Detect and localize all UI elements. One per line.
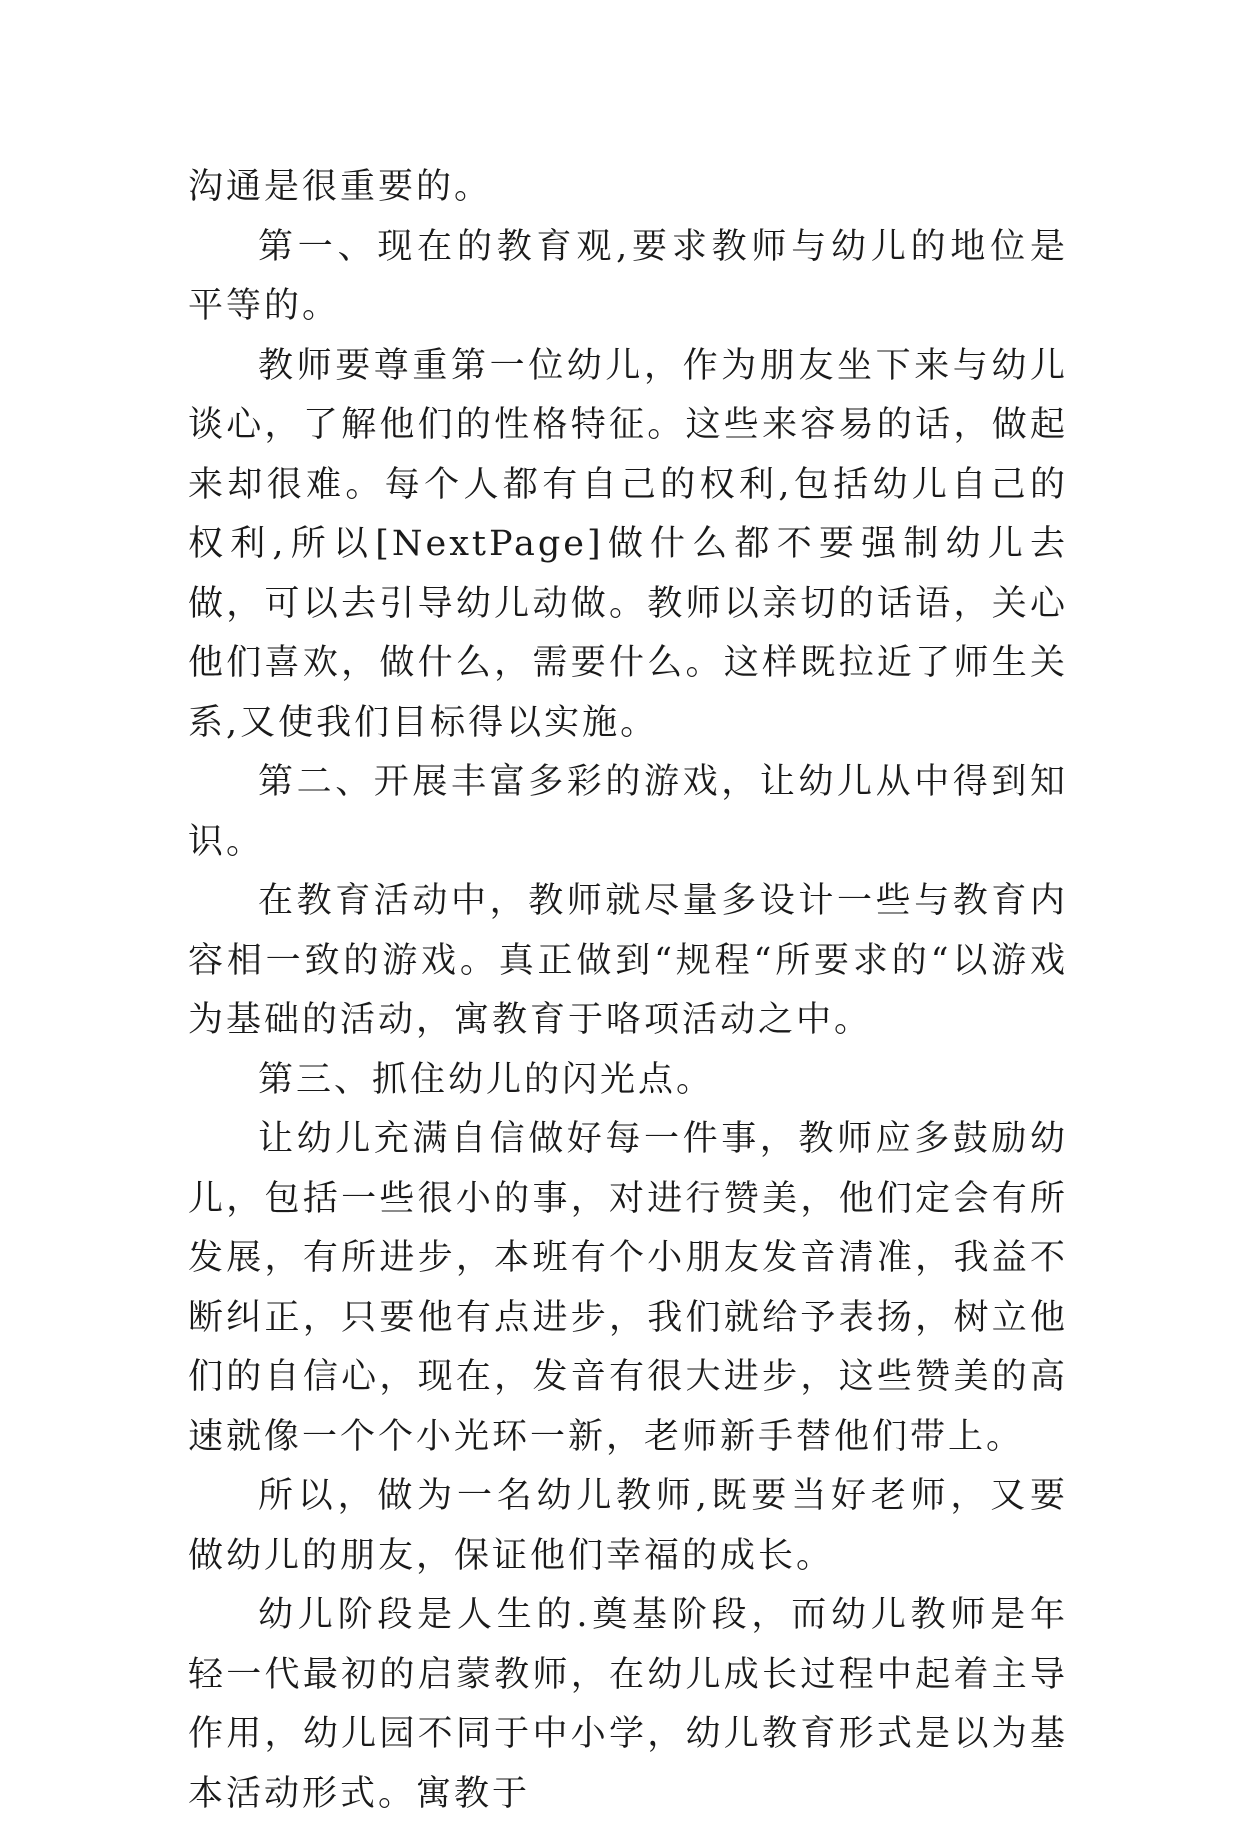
- paragraph-new-section: 幼儿阶段是人生的.奠基阶段，而幼儿教师是年轻一代最初的启蒙教师，在幼儿成长过程中起着主导作用，幼儿园不同于中小学，幼儿教育形式是以为基本活动形式。寓教于: [188, 1595, 1068, 1814]
- paragraph-continuation: 沟通是很重要的。: [188, 167, 493, 207]
- paragraph-conclusion: 所以，做为一名幼儿教师,既要当好老师，又要做幼儿的朋友，保证他们幸福的成长。: [188, 1476, 1068, 1576]
- paragraph-point-three-heading: 第三、抓住幼儿的闪光点。: [258, 1059, 715, 1100]
- paragraph-point-three-body: 让幼儿充满自信做好每一件事，教师应多鼓励幼儿，包括一些很小的事，对进行赞美，他们定会有所发展，有所进步，本班有个小朋友发音清准，我益不断纠正，只要他有点进步，我们就给予表扬，树立他们的自信心，现在，发音有很大进步，这些赞美的高速就像一个个小光环一新，老师新手替他们带上。: [188, 1119, 1068, 1457]
- paragraph-point-two-body: 在教育活动中，教师就尽量多设计一些与教育内容相一致的游戏。真正做到“规程“所要求的“以游戏为基础的活动，寓教育于咯项活动之中。: [188, 881, 1068, 1040]
- paragraph-point-one-body: 教师要尊重第一位幼儿，作为朋友坐下来与幼儿谈心，了解他们的性格特征。这些来容易的话，做起来却很难。每个人都有自己的权利,包括幼儿自己的权利,所以[NextPage]做什么都不要强制幼儿去做，可以去引导幼儿动做。教师以亲切的话语，关心他们喜欢，做什么，需要什么。这样既拉近了师生关系,又使我们目标得以实施。: [188, 345, 1068, 743]
- paragraph-point-two-heading: 第二、开展丰富多彩的游戏，让幼儿从中得到知识。: [188, 762, 1068, 862]
- paragraph-point-one-heading: 第一、现在的教育观,要求教师与幼儿的地位是平等的。: [188, 226, 1068, 326]
- document-body: [188, 158, 1068, 1824]
